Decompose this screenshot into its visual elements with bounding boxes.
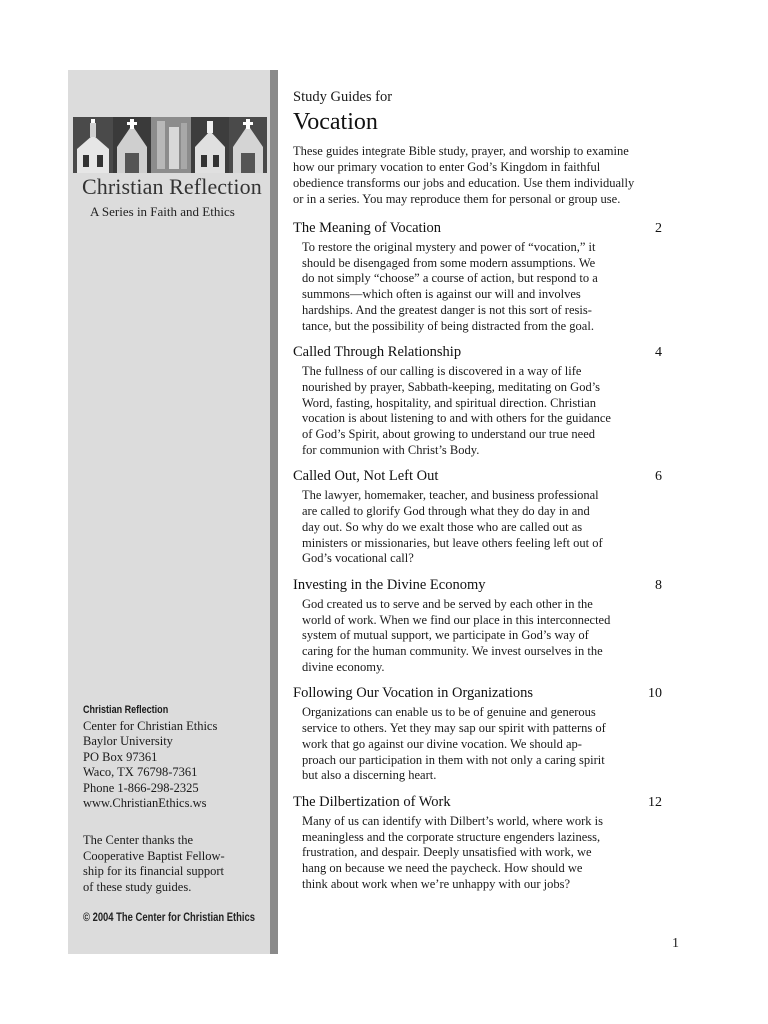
- summary-line: day out. So why do we exalt those who are called out as: [302, 519, 583, 534]
- section-page-number: 8: [655, 577, 662, 593]
- summary-line: frustration, and despair. Deeply unsatisfied with work, we: [302, 845, 592, 860]
- section-page-number: 6: [655, 469, 662, 485]
- contact-line: Phone 1-866-298-2325: [83, 780, 199, 795]
- section-called-out-not-left-out: [293, 467, 688, 567]
- thanks-line: Cooperative Baptist Fellow-: [83, 848, 225, 863]
- intro-paragraph: [293, 143, 688, 207]
- page-title: Vocation: [293, 109, 378, 135]
- copyright-notice: © 2004 The Center for Christian Ethics: [83, 912, 256, 924]
- intro-line: obedience transforms our jobs and education. Use them individually: [293, 176, 635, 190]
- section-page-number: 2: [655, 221, 662, 236]
- section-title: The Dilbertization of Work: [293, 793, 451, 810]
- sidebar-divider: [270, 70, 278, 954]
- summary-line: meaningless and the corporate structure engenders laziness,: [302, 829, 601, 844]
- summary-line: but also a discerning heart.: [302, 768, 437, 783]
- section-page-number: 10: [648, 686, 662, 702]
- summary-line: do not simply “choose” a course of action, but respond to a: [302, 271, 598, 286]
- contact-block: [83, 703, 267, 812]
- summary-line: nourished by prayer, Sabbath-keeping, meditating on God’s: [302, 379, 601, 394]
- church-banner-image: [73, 117, 267, 173]
- thanks-line: of these study guides.: [83, 879, 192, 894]
- intro-line: or in a series. You may reproduce them for personal or group use.: [293, 192, 621, 206]
- summary-line: ministers or missionaries, but leave others feeling left out of: [302, 535, 603, 550]
- summary-line: The fullness of our calling is discovered in a way of life: [302, 364, 582, 379]
- intro-line: These guides integrate Bible study, prayer, and worship to examine: [293, 144, 629, 158]
- contact-line: Center for Christian Ethics: [83, 718, 218, 733]
- page-kicker: Study Guides for: [293, 89, 393, 105]
- section-title: The Meaning of Vocation: [293, 220, 442, 236]
- section-summary: [302, 597, 688, 676]
- summary-line: proach our participation in them with not only a caring spirit: [302, 752, 605, 767]
- section-investing-in-divine-economy: [293, 576, 688, 676]
- page-number: 1: [672, 936, 679, 951]
- section-heading[interactable]: [293, 467, 662, 486]
- summary-line: work that go against our divine vocation. We should ap-: [302, 736, 582, 751]
- summary-line: Organizations can enable us to be of genuine and generous: [302, 705, 596, 720]
- summary-line: divine economy.: [302, 659, 385, 674]
- summary-line: Word, fasting, hospitality, and spiritual direction. Christian: [302, 395, 596, 410]
- summary-line: think about work when we’re unhappy with our jobs?: [302, 876, 570, 891]
- contact-org: Christian Reflection: [83, 704, 169, 716]
- summary-line: are called to glorify God through what they do day in and: [302, 504, 590, 519]
- contact-line: Baylor University: [83, 734, 173, 748]
- section-title: Called Through Relationship: [293, 344, 462, 361]
- section-summary: [302, 705, 688, 784]
- summary-line: God’s vocational call?: [302, 551, 414, 566]
- summary-line: should be disengaged from some modern assumptions. We: [302, 255, 596, 270]
- summary-line: system of mutual support, we participate in God’s way of: [302, 628, 589, 643]
- series-title: Christian Reflection: [82, 174, 262, 199]
- thanks-note: [83, 833, 263, 895]
- summary-line: of God’s Spirit, about growing to understand our true need: [302, 427, 596, 442]
- section-summary: [302, 488, 688, 567]
- summary-line: Many of us can identify with Dilbert’s world, where work is: [302, 813, 603, 828]
- series-subtitle: A Series in Faith and Ethics: [90, 204, 235, 219]
- summary-line: hang on because we need the paycheck. How should we: [302, 861, 583, 876]
- summary-line: summons—which often is against our will and involves: [302, 287, 581, 302]
- summary-line: To restore the original mystery and power of “vocation,” it: [302, 240, 596, 254]
- summary-line: for communion with Christ’s Body.: [302, 442, 480, 457]
- section-heading[interactable]: [293, 219, 662, 238]
- thanks-line: The Center thanks the: [83, 833, 194, 847]
- section-page-number: 4: [655, 345, 662, 361]
- section-meaning-of-vocation: [293, 219, 688, 334]
- section-heading[interactable]: [293, 576, 662, 595]
- main-content: [293, 88, 688, 893]
- thanks-line: ship for its financial support: [83, 864, 224, 878]
- contact-line: PO Box 97361: [83, 749, 158, 764]
- section-dilbertization-of-work: [293, 793, 688, 893]
- section-called-through-relationship: [293, 343, 688, 458]
- section-vocation-in-organizations: [293, 684, 688, 784]
- intro-line: how our primary vocation to enter God’s Kingdom in faithful: [293, 160, 601, 174]
- summary-line: The lawyer, homemaker, teacher, and business professional: [302, 488, 599, 503]
- summary-line: God created us to serve and be served by each other in the: [302, 596, 593, 611]
- section-heading[interactable]: [293, 684, 662, 703]
- summary-line: hardships. And the greatest danger is not this sort of resis-: [302, 302, 592, 317]
- section-heading[interactable]: [293, 793, 662, 812]
- section-summary: [302, 364, 688, 458]
- summary-line: caring for the human community. We invest ourselves in the: [302, 644, 603, 659]
- section-page-number: 12: [648, 794, 662, 810]
- section-heading[interactable]: [293, 343, 662, 362]
- section-summary: [302, 240, 688, 334]
- contact-line: Waco, TX 76798-7361: [83, 765, 198, 779]
- section-title: Investing in the Divine Economy: [293, 576, 486, 593]
- section-title: Following Our Vocation in Organizations: [293, 685, 534, 702]
- summary-line: vocation is about listening to and with others for the guidance: [302, 411, 611, 426]
- summary-line: tance, but the possibility of being distracted from the goal.: [302, 318, 594, 333]
- contact-website-link[interactable]: www.ChristianEthics.ws: [83, 796, 207, 810]
- summary-line: service to others. Yet they may sap our spirit with patterns of: [302, 721, 606, 736]
- section-title: Called Out, Not Left Out: [293, 468, 439, 485]
- summary-line: world of work. When we find our place in this interconnected: [302, 612, 611, 627]
- sidebar-panel: [68, 70, 270, 954]
- section-summary: [302, 814, 688, 893]
